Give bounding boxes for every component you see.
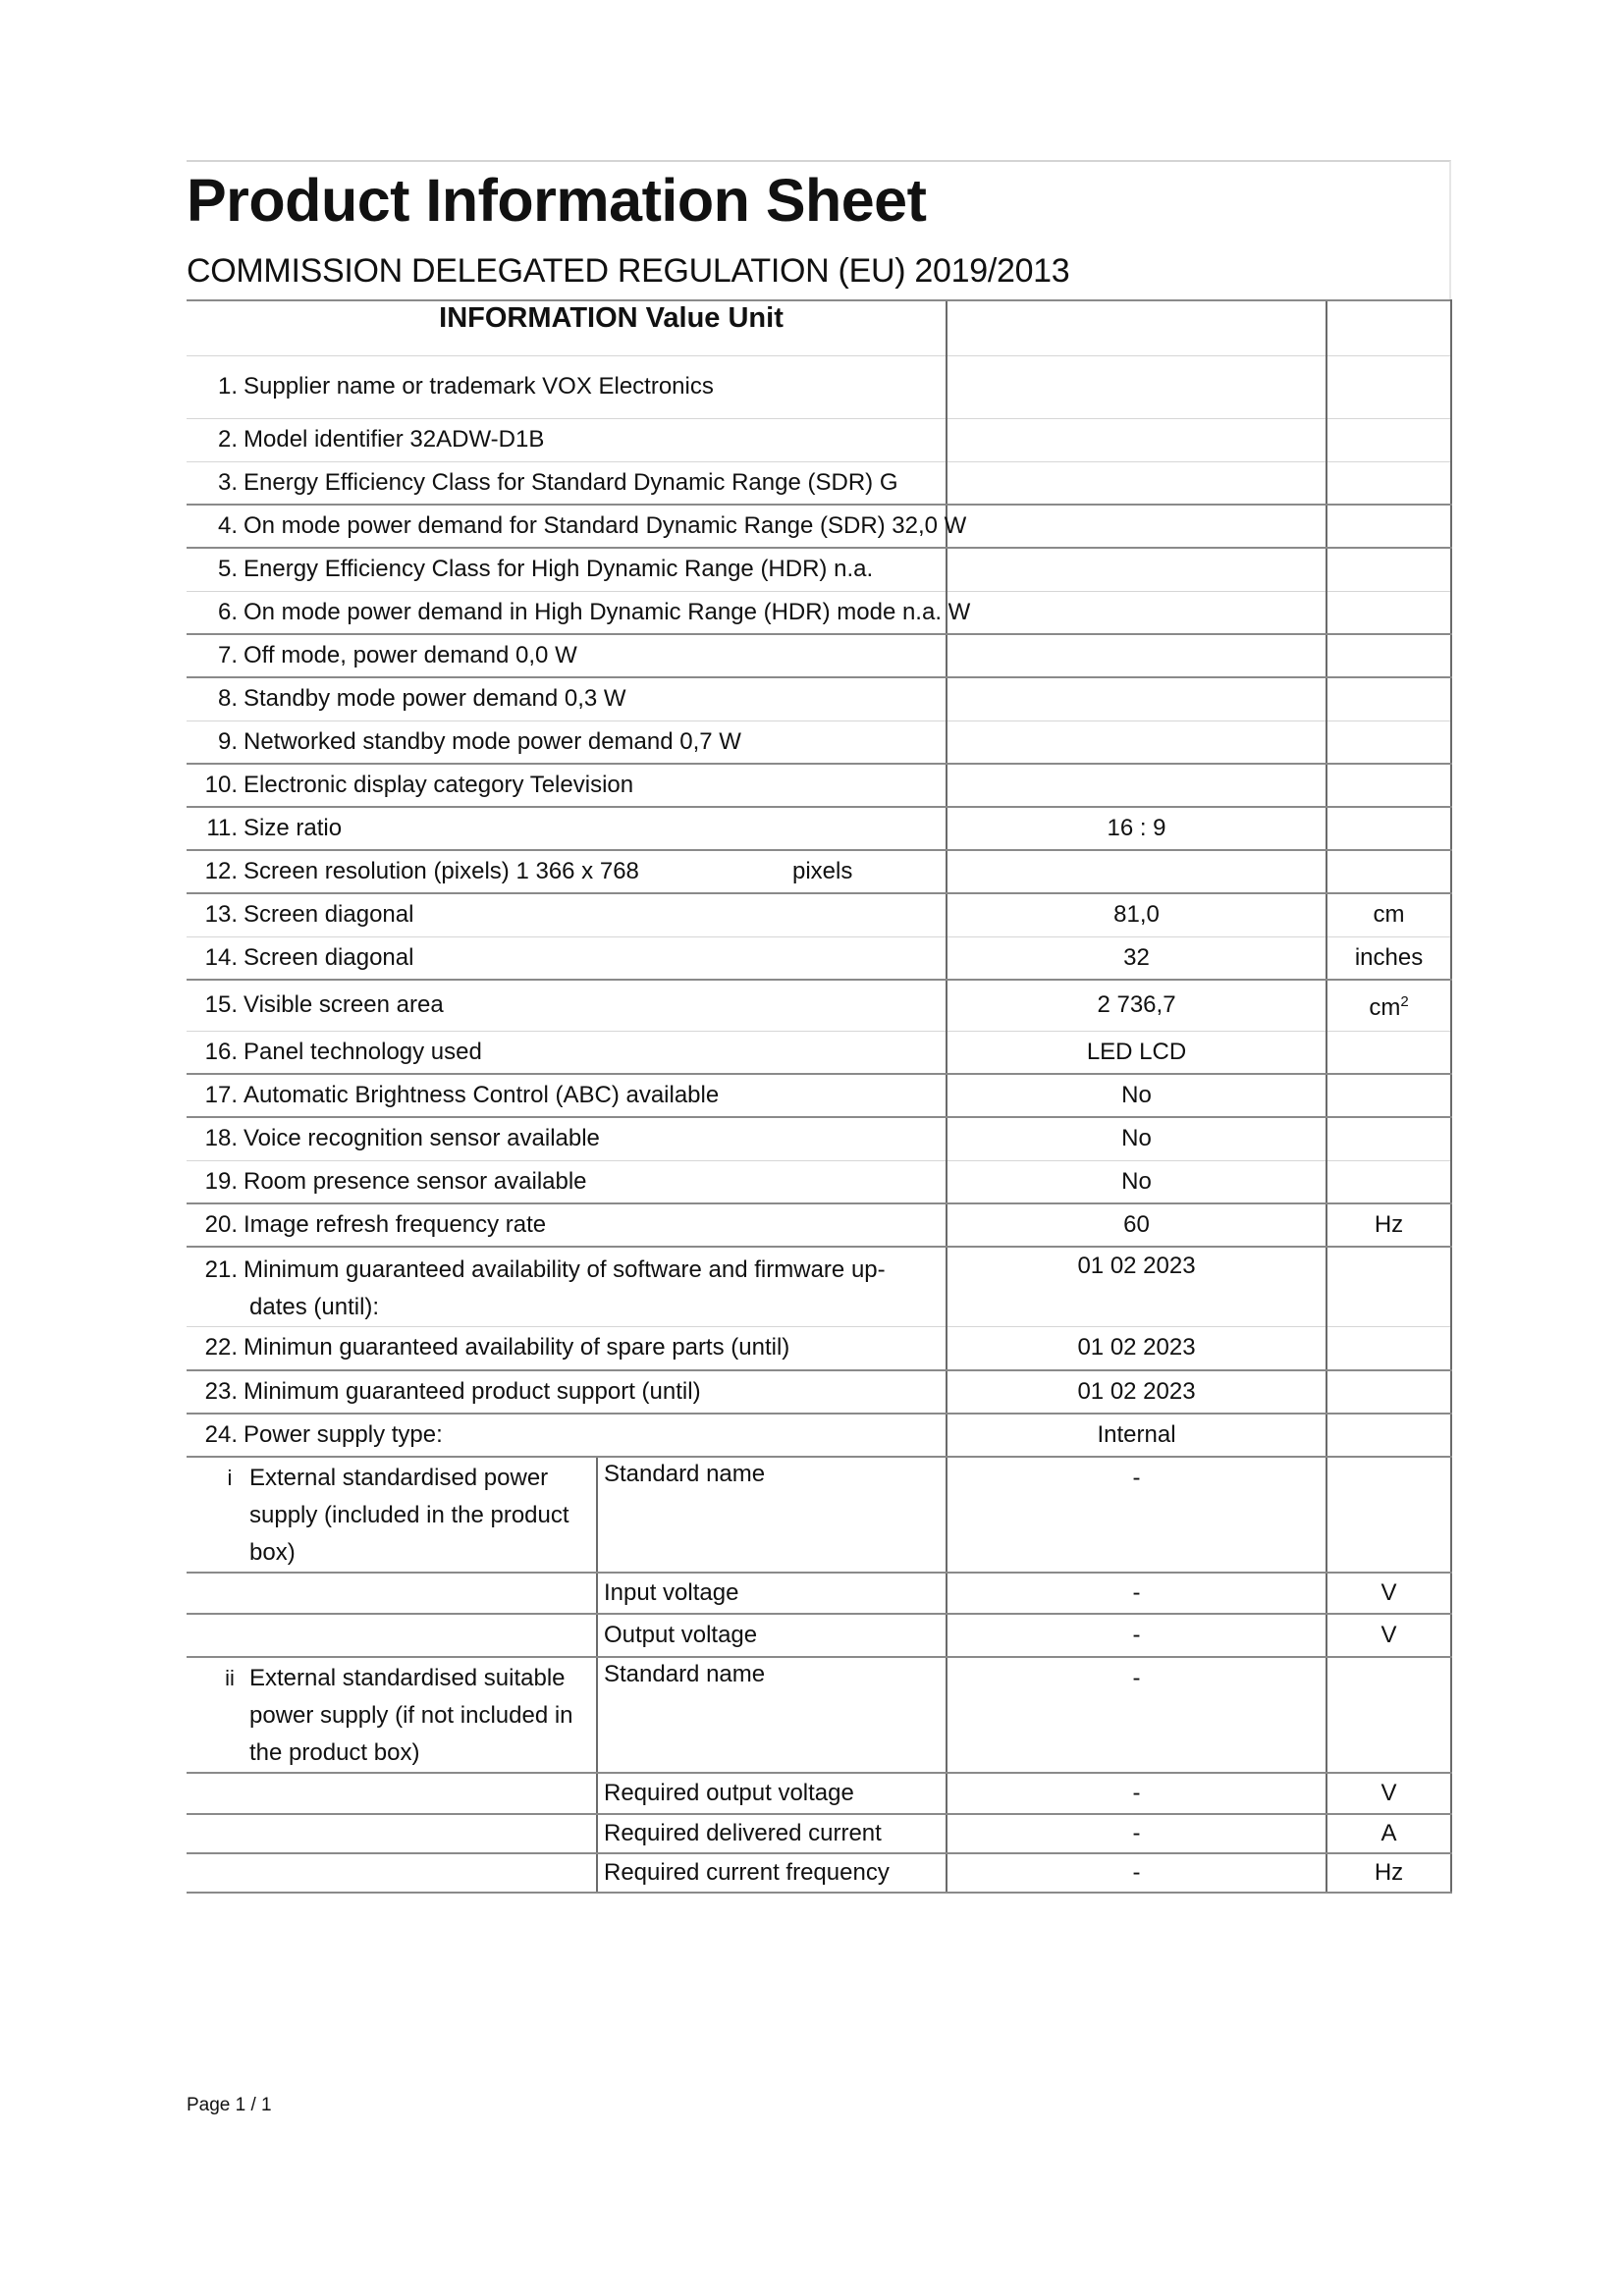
- unit-cell: [1326, 1573, 1451, 1614]
- info-cell: [187, 1117, 947, 1160]
- power-supply-unit: V: [1380, 1779, 1397, 1806]
- table-row: [187, 893, 1451, 936]
- table-row: [187, 418, 1451, 461]
- row-info: Minimun guaranteed availability of spare parts (until): [244, 1334, 790, 1362]
- row-number: 8.: [217, 685, 238, 713]
- table-row: [187, 1370, 1451, 1414]
- unit-cell: [1326, 1814, 1451, 1853]
- table-row: [187, 461, 1451, 505]
- value-cell: [947, 764, 1326, 807]
- power-supply-unit: A: [1380, 1819, 1397, 1846]
- power-supply-unit: V: [1380, 1578, 1397, 1606]
- row-number: 15.: [204, 991, 238, 1019]
- info-cell: [187, 980, 947, 1031]
- row-number: 23.: [204, 1377, 238, 1405]
- table-row: [187, 1327, 1451, 1370]
- power-supply-name-cell: [597, 1657, 947, 1773]
- value-cell: [947, 1814, 1326, 1853]
- row-info: Panel technology used: [244, 1038, 482, 1065]
- row-value: Internal: [1097, 1420, 1176, 1448]
- power-supply-name: Required delivered current: [604, 1819, 882, 1846]
- info-cell: [187, 850, 947, 893]
- info-cell: [187, 634, 947, 677]
- table-row: [187, 1117, 1451, 1160]
- info-cell: [187, 1327, 947, 1370]
- info-cell: [187, 355, 947, 418]
- page-number: Page 1 / 1: [187, 2095, 272, 2115]
- value-cell: [947, 1247, 1326, 1327]
- row-value: No: [1121, 1125, 1152, 1152]
- row-value: 32: [1123, 943, 1150, 971]
- row-number: 10.: [204, 772, 238, 798]
- row-number: 14.: [204, 943, 238, 971]
- value-cell: [947, 1614, 1326, 1657]
- power-supply-value: -: [1132, 1779, 1141, 1806]
- unit-cell: [1326, 721, 1451, 764]
- row-info: Visible screen area: [244, 991, 444, 1019]
- row-number: 16.: [204, 1038, 238, 1065]
- row-value: 01 02 2023: [1077, 1253, 1196, 1279]
- power-supply-name: Input voltage: [604, 1578, 739, 1606]
- row-info: Energy Efficiency Class for High Dynamic Range (HDR) n.a.: [244, 556, 874, 583]
- power-supply-name-cell: [597, 1853, 947, 1893]
- power-supply-name-cell: [597, 1814, 947, 1853]
- header-unit-cell: [1326, 300, 1451, 355]
- row-number: 24.: [204, 1420, 238, 1448]
- row-unit: cm: [1373, 901, 1405, 929]
- unit-cell: [1326, 591, 1451, 634]
- power-supply-value: -: [1132, 1664, 1141, 1691]
- row-number: 18.: [204, 1125, 238, 1152]
- row-number: 19.: [204, 1167, 238, 1195]
- header-cell: [187, 300, 947, 355]
- row-number: 6.: [217, 598, 238, 625]
- table-row: [187, 980, 1451, 1031]
- row-info: Standby mode power demand 0,3 W: [244, 685, 626, 713]
- power-supply-value: -: [1132, 1819, 1141, 1846]
- row-info: Off mode, power demand 0,0 W: [244, 642, 577, 668]
- info-cell: [187, 1414, 947, 1457]
- value-cell: [947, 1414, 1326, 1457]
- row-number: 20.: [204, 1211, 238, 1238]
- power-supply-name-cell: [597, 1773, 947, 1814]
- value-cell: [947, 355, 1326, 418]
- unit-cell: [1326, 634, 1451, 677]
- table-row: [187, 936, 1451, 980]
- unit-cell: [1326, 1657, 1451, 1773]
- table-row: [187, 1203, 1451, 1247]
- info-cell: [187, 936, 947, 980]
- power-supply-name: Standard name: [604, 1660, 766, 1687]
- power-supply-name: Standard name: [604, 1460, 766, 1487]
- value-cell: [947, 1160, 1326, 1203]
- column-header: INFORMATION Value Unit: [439, 302, 784, 334]
- row-number: 2.: [217, 426, 238, 453]
- value-cell: [947, 461, 1326, 505]
- power-supply-empty-cell: [187, 1614, 597, 1657]
- info-cell: [187, 764, 947, 807]
- info-cell: [187, 1370, 947, 1414]
- row-number: 9.: [217, 727, 238, 755]
- row-info: Supplier name or trademark VOX Electronics: [244, 373, 714, 400]
- value-cell: [947, 1203, 1326, 1247]
- info-cell: [187, 1247, 947, 1327]
- row-info: Model identifier 32ADW-D1B: [244, 426, 545, 453]
- value-cell: [947, 1117, 1326, 1160]
- row-info: Size ratio: [244, 815, 343, 841]
- value-cell: [947, 721, 1326, 764]
- power-supply-empty-cell: [187, 1853, 597, 1893]
- power-supply-value: -: [1132, 1858, 1141, 1886]
- unit-cell: [1326, 1247, 1451, 1327]
- value-cell: [947, 1573, 1326, 1614]
- value-cell: [947, 1457, 1326, 1573]
- power-supply-value: -: [1132, 1621, 1141, 1648]
- value-cell: [947, 548, 1326, 591]
- unit-cell: [1326, 1203, 1451, 1247]
- row-info: Voice recognition sensor available: [244, 1125, 600, 1152]
- unit-cell: [1326, 807, 1451, 850]
- unit-cell: [1326, 677, 1451, 721]
- unit-cell: [1326, 418, 1451, 461]
- unit-cell: [1326, 1074, 1451, 1117]
- value-cell: [947, 1657, 1326, 1773]
- row-value: 01 02 2023: [1077, 1334, 1196, 1362]
- table-row: [187, 677, 1451, 721]
- power-supply-row: [187, 1614, 1451, 1657]
- row-info: Networked standby mode power demand 0,7 W: [244, 727, 741, 755]
- unit-cell: [1326, 461, 1451, 505]
- table-row: [187, 850, 1451, 893]
- unit-cell: [1326, 548, 1451, 591]
- power-supply-row: [187, 1773, 1451, 1814]
- table-row: [187, 1247, 1451, 1327]
- title-block: [187, 160, 1451, 299]
- row-value: LED LCD: [1086, 1038, 1187, 1065]
- info-cell: [187, 893, 947, 936]
- value-cell: [947, 1853, 1326, 1893]
- information-table: [187, 299, 1452, 1894]
- row-number: 7.: [217, 642, 238, 668]
- row-info: Automatic Brightness Control (ABC) available: [244, 1082, 720, 1108]
- table-row: [187, 807, 1451, 850]
- unit-cell: [1326, 936, 1451, 980]
- power-supply-label: External standardised suitable power supply (if not included in the product box): [249, 1664, 573, 1766]
- power-supply-row: [187, 1457, 1451, 1573]
- row-number: 13.: [204, 901, 238, 929]
- value-cell: [947, 980, 1326, 1031]
- info-cell: [187, 548, 947, 591]
- power-supply-name: Output voltage: [604, 1621, 758, 1648]
- unit-cell: [1326, 1160, 1451, 1203]
- value-cell: [947, 1031, 1326, 1074]
- row-unit: Hz: [1374, 1211, 1404, 1238]
- power-supply-value: -: [1132, 1578, 1141, 1606]
- row-info: Power supply type:: [244, 1420, 443, 1448]
- row-info: On mode power demand for Standard Dynamic Range (SDR) 32,0 W: [244, 512, 967, 539]
- power-supply-name-cell: [597, 1614, 947, 1657]
- row-number: 22.: [204, 1334, 238, 1362]
- power-supply-empty-cell: [187, 1773, 597, 1814]
- power-supply-label-cell: [187, 1457, 597, 1573]
- row-info: Screen diagonal: [244, 943, 414, 971]
- row-number: 4.: [217, 512, 238, 539]
- table-row: [187, 721, 1451, 764]
- info-cell: [187, 1031, 947, 1074]
- header-value-cell: [947, 300, 1326, 355]
- row-value: 81,0: [1113, 901, 1160, 929]
- unit-cell: [1326, 850, 1451, 893]
- row-number: 5.: [217, 556, 238, 583]
- info-cell: [187, 807, 947, 850]
- row-number: 12.: [204, 858, 238, 884]
- row-info: Image refresh frequency rate: [244, 1211, 547, 1238]
- unit-cell: [1326, 1327, 1451, 1370]
- power-supply-unit: Hz: [1374, 1858, 1404, 1886]
- row-info-continued: dates (until):: [249, 1294, 380, 1320]
- unit-cell: [1326, 1457, 1451, 1573]
- table-row: [187, 1074, 1451, 1117]
- row-info: Energy Efficiency Class for Standard Dynamic Range (SDR) G: [244, 468, 898, 496]
- row-number: 11.: [206, 815, 238, 841]
- row-unit: inches: [1354, 943, 1424, 971]
- info-cell: [187, 721, 947, 764]
- row-info: Electronic display category Television: [244, 772, 634, 798]
- power-supply-name: Required output voltage: [604, 1779, 854, 1806]
- table-row: [187, 505, 1451, 548]
- unit-cell: [1326, 764, 1451, 807]
- unit-cell: [1326, 980, 1451, 1031]
- row-info: On mode power demand in High Dynamic Range (HDR) mode n.a. W: [244, 598, 971, 625]
- row-number: 21.: [204, 1256, 238, 1283]
- power-supply-row: [187, 1814, 1451, 1853]
- value-cell: [947, 505, 1326, 548]
- info-cell: [187, 1074, 947, 1117]
- info-cell: [187, 1203, 947, 1247]
- table-row: [187, 1414, 1451, 1457]
- info-cell: [187, 677, 947, 721]
- row-info: Screen diagonal: [244, 901, 414, 929]
- unit-cell: [1326, 505, 1451, 548]
- unit-cell: [1326, 1853, 1451, 1893]
- product-information-sheet: [187, 160, 1451, 1894]
- table-row: [187, 634, 1451, 677]
- row-value: 16 : 9: [1107, 815, 1166, 841]
- table-row: [187, 1031, 1451, 1074]
- page-title: Product Information Sheet: [187, 167, 927, 234]
- value-cell: [947, 418, 1326, 461]
- value-cell: [947, 1074, 1326, 1117]
- info-cell: [187, 1160, 947, 1203]
- power-supply-name: Required current frequency: [604, 1858, 890, 1886]
- row-info: Room presence sensor available: [244, 1167, 587, 1195]
- value-cell: [947, 936, 1326, 980]
- value-cell: [947, 1327, 1326, 1370]
- value-cell: [947, 893, 1326, 936]
- value-cell: [947, 591, 1326, 634]
- value-cell: [947, 677, 1326, 721]
- power-supply-row: [187, 1853, 1451, 1893]
- power-supply-name-cell: [597, 1457, 947, 1573]
- row-value: No: [1121, 1167, 1152, 1195]
- value-cell: [947, 850, 1326, 893]
- power-supply-row: [187, 1573, 1451, 1614]
- row-info: Minimum guaranteed availability of software and firmware up-: [244, 1256, 886, 1283]
- row-number: 3.: [217, 468, 238, 496]
- table-row: [187, 355, 1451, 418]
- value-cell: [947, 807, 1326, 850]
- info-cell: [187, 591, 971, 634]
- row-info-unit: pixels: [792, 858, 853, 884]
- table-row: [187, 1160, 1451, 1203]
- value-cell: [947, 1773, 1326, 1814]
- power-supply-empty-cell: [187, 1573, 597, 1614]
- table-header-row: [187, 300, 1451, 355]
- row-unit-superscript: 2: [1400, 993, 1409, 1011]
- power-supply-empty-cell: [187, 1814, 597, 1853]
- row-number: 1.: [217, 373, 238, 400]
- row-value: No: [1121, 1082, 1152, 1108]
- regulation-subtitle: COMMISSION DELEGATED REGULATION (EU) 2019/2013: [187, 252, 1070, 290]
- power-supply-marker: ii: [225, 1665, 235, 1690]
- info-cell: [187, 461, 947, 505]
- unit-cell: [1326, 1414, 1451, 1457]
- unit-cell: [1326, 1117, 1451, 1160]
- info-cell: [187, 505, 967, 548]
- value-cell: [947, 1370, 1326, 1414]
- unit-cell: [1326, 1031, 1451, 1074]
- value-cell: [947, 634, 1326, 677]
- table-row: [187, 548, 1451, 591]
- row-number: 17.: [204, 1082, 238, 1108]
- unit-cell: [1326, 1614, 1451, 1657]
- table-row: [187, 764, 1451, 807]
- row-value: 01 02 2023: [1077, 1377, 1196, 1405]
- unit-cell: [1326, 893, 1451, 936]
- row-value: 60: [1123, 1211, 1150, 1238]
- unit-cell: [1326, 1370, 1451, 1414]
- power-supply-label: External standardised power supply (included in the product box): [249, 1464, 569, 1566]
- row-info: Screen resolution (pixels) 1 366 x 768: [244, 858, 639, 884]
- power-supply-value: -: [1132, 1464, 1141, 1491]
- power-supply-unit: V: [1380, 1621, 1397, 1648]
- table-row: [187, 591, 1451, 634]
- unit-cell: [1326, 1773, 1451, 1814]
- power-supply-name-cell: [597, 1573, 947, 1614]
- row-unit: cm: [1369, 994, 1401, 1022]
- row-info: Minimum guaranteed product support (until): [244, 1377, 701, 1405]
- info-cell: [187, 418, 947, 461]
- power-supply-row: [187, 1657, 1451, 1773]
- power-supply-label-cell: [187, 1657, 597, 1773]
- unit-cell: [1326, 355, 1451, 418]
- row-value: 2 736,7: [1097, 991, 1176, 1019]
- power-supply-marker: i: [227, 1465, 233, 1490]
